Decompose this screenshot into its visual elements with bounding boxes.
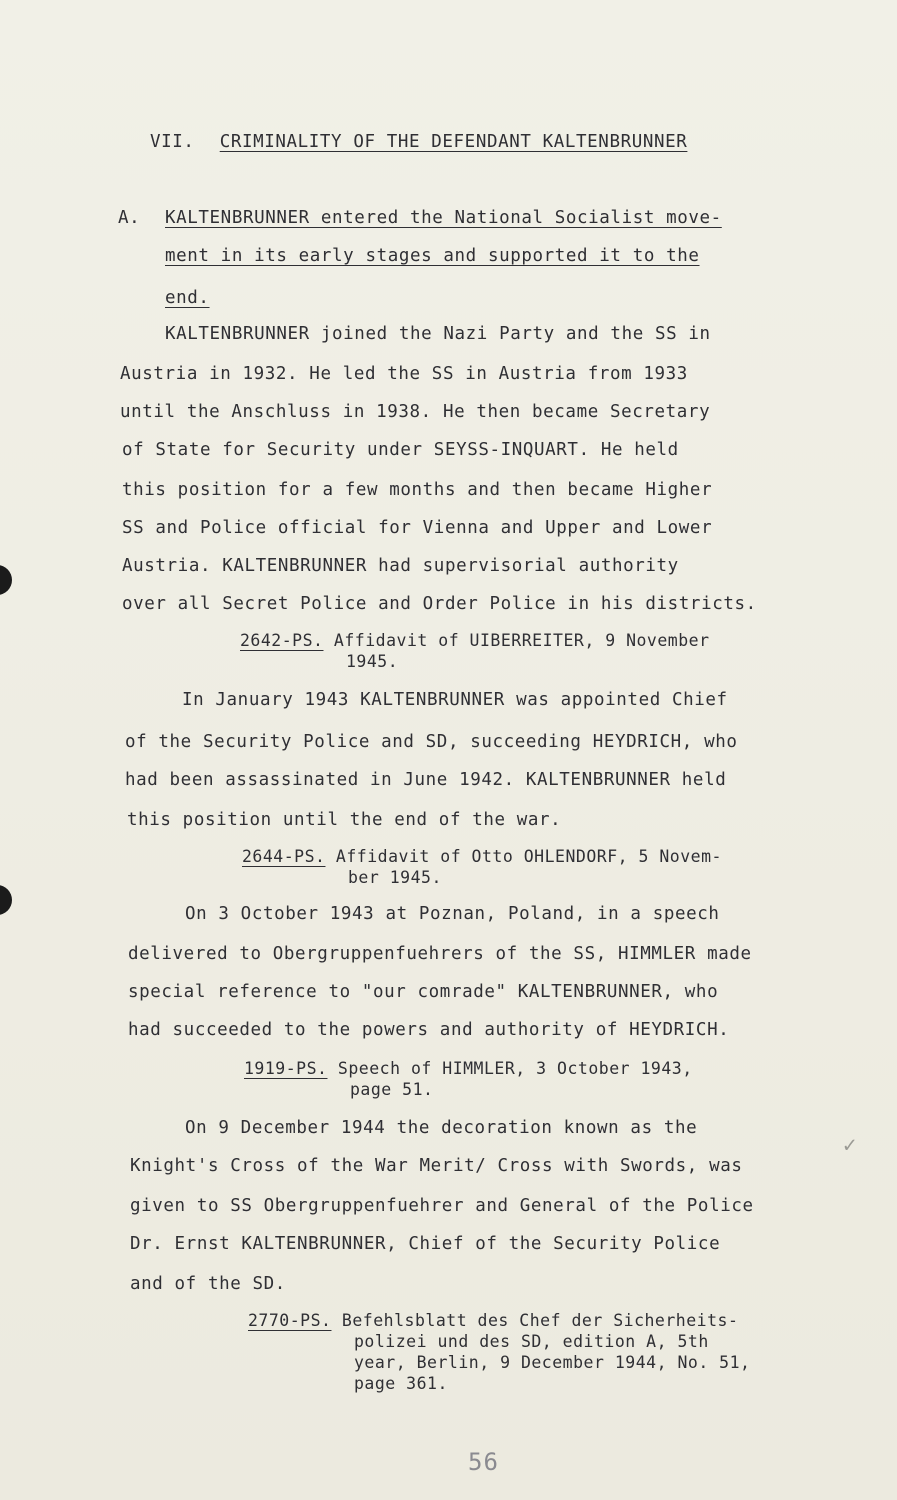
paragraph-line: given to SS Obergruppenfuehrer and General of the Police [130,1196,754,1216]
citation [242,846,722,888]
margin-checkmark-icon: ✓ [843,1133,857,1158]
paragraph-line: Dr. Ernst KALTENBRUNNER, Chief of the Security Police [130,1234,721,1254]
paragraph-line: of State for Security under SEYSS-INQUART. He held [122,440,679,460]
citation [244,1058,693,1100]
section-a-line: end. [165,288,210,308]
paragraph-line: this position for a few months and then became Higher [122,480,713,500]
citation-code: 2644-PS. [242,847,326,866]
citation-text: page 361. [354,1374,448,1393]
citation [248,1310,751,1394]
citation-text: Affidavit of Otto OHLENDORF, 5 Novem- [335,847,722,866]
heading-number: VII. [150,132,195,152]
paragraph-line: On 9 December 1944 the decoration known as the [185,1118,698,1138]
citation-code: 2770-PS. [248,1311,332,1330]
heading-title: CRIMINALITY OF THE DEFENDANT KALTENBRUNNER [219,132,688,152]
section-heading [150,132,687,152]
citation-text: 1945. [346,652,399,671]
citation-text: Affidavit of UIBERREITER, 9 November [333,631,710,650]
paragraph-line: SS and Police official for Vienna and Upper and Lower [122,518,713,538]
paragraph-line: this position until the end of the war. [127,810,562,830]
paragraph-line: Knight's Cross of the War Merit/ Cross with Swords, was [130,1156,743,1176]
paragraph-line: Austria in 1932. He led the SS in Austria from 1933 [120,364,688,384]
citation-text: Speech of HIMMLER, 3 October 1943, [337,1059,693,1078]
paragraph-line: In January 1943 KALTENBRUNNER was appointed Chief [182,690,728,710]
page-number: 56 [468,1448,499,1476]
punch-hole [0,565,12,595]
section-a-letter: A. [118,208,141,228]
paragraph-line: had succeeded to the powers and authority of HEYDRICH. [128,1020,730,1040]
citation-code: 2642-PS. [240,631,324,650]
citation-text: year, Berlin, 9 December 1944, No. 51, [354,1353,751,1372]
citation-text: polizei und des SD, edition A, 5th [354,1332,709,1351]
citation-code: 1919-PS. [244,1059,328,1078]
paragraph-line: Austria. KALTENBRUNNER had supervisorial authority [122,556,679,576]
paragraph-line: until the Anschluss in 1938. He then became Secretary [120,402,711,422]
paragraph-line: of the Security Police and SD, succeeding HEYDRICH, who [125,732,738,752]
paragraph-line: On 3 October 1943 at Poznan, Poland, in a speech [185,904,720,924]
punch-hole [0,885,12,915]
paragraph-line: KALTENBRUNNER joined the Nazi Party and the SS in [165,324,711,344]
paragraph-line: and of the SD. [130,1274,286,1294]
citation-text: ber 1945. [348,868,442,887]
section-a-line: ment in its early stages and supported it to the [165,246,700,266]
paragraph-line: over all Secret Police and Order Police in his districts. [122,594,757,614]
paragraph-line: special reference to "our comrade" KALTENBRUNNER, who [128,982,719,1002]
section-a-line: KALTENBRUNNER entered the National Socialist move- [165,208,722,228]
citation [240,630,710,672]
paragraph-line: had been assassinated in June 1942. KALTENBRUNNER held [125,770,727,790]
citation-text: page 51. [350,1080,434,1099]
paragraph-line: delivered to Obergruppenfuehrers of the SS, HIMMLER made [128,944,752,964]
citation-text: Befehlsblatt des Chef der Sicherheits- [341,1311,739,1330]
